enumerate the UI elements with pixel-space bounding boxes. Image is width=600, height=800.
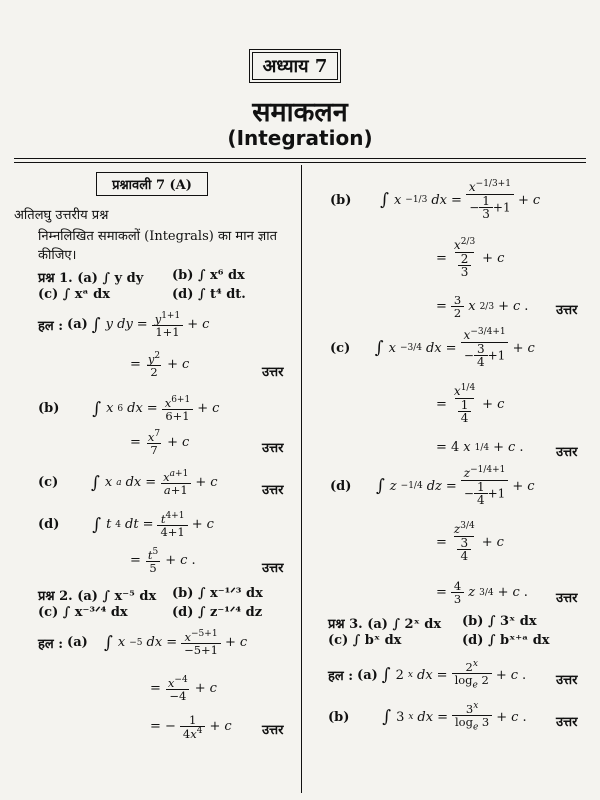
q1-a: ∫ y dy: [102, 271, 144, 286]
q2d-solution-line3: = $\frac{4}{3}$ z 3/4 + c .: [436, 579, 528, 607]
q3-d: ∫ bˣ⁺ᵃ dx: [487, 633, 550, 648]
column-divider: [301, 165, 302, 793]
q1b-solution-line2: = $\frac{x^7}{7}$ + c: [130, 429, 190, 457]
answer-mark: उत्तर: [262, 483, 284, 498]
q1c-solution: (c) ∫ x a dx = $\frac{x^{a+1}}{a+1}$ + c: [38, 469, 218, 497]
q1b-solution-line1: (b) ∫ x 6 dx = $\frac{x^{6+1}}{6+1}$ + c: [38, 395, 220, 423]
answer-mark: उत्तर: [262, 561, 284, 576]
q3-c: ∫ bˣ dx: [352, 633, 402, 648]
exercise-label: प्रश्नावली 7 (A): [112, 178, 192, 193]
q2-parts-row2: (c) ∫ x⁻³ᐟ⁴ dx: [38, 605, 128, 620]
q3b-solution: (b) ∫ 3 x dx = $\frac{3^x}{\log_e 3}$ + c .: [328, 701, 527, 733]
q3-label: प्रश्न 3.: [328, 617, 363, 632]
q1-b: ∫ x⁶ dx: [197, 268, 245, 283]
q1d-solution-line2: = $\frac{t^5}{5}$ + c .: [130, 547, 196, 575]
q3-parts-row2b: (d) ∫ bˣ⁺ᵃ dx: [462, 633, 550, 648]
chapter-title-hindi: समाकलन: [252, 97, 348, 128]
q1a-solution-line2: = $\frac{y^2}{2}$ + c: [130, 351, 190, 379]
q3-parts-row1b: (b) ∫ 3ˣ dx: [462, 614, 537, 629]
answer-mark: उत्तर: [262, 365, 284, 380]
answer-mark: उत्तर: [556, 673, 578, 688]
q2c-solution-line2: = $\frac{x^{1/4}}{\frac{1}{4}}$ + c: [436, 383, 505, 426]
q2b-solution-line2: = $\frac{x^{2/3}}{\frac{2}{3}}$ + c: [436, 237, 505, 280]
answer-mark: उत्तर: [556, 303, 578, 318]
answer-mark: उत्तर: [556, 445, 578, 460]
q3-parts-row2: (c) ∫ bˣ dx: [328, 633, 402, 648]
q2c-solution-line1: (c) ∫ x −3/4 dx = $x^{-3/4+1}$ − $\frac{3}{4}$ +1 + c: [330, 327, 535, 370]
q3-parts-row1: प्रश्न 3. (a) ∫ 2ˣ dx: [328, 617, 442, 632]
exercise-box: [96, 172, 208, 196]
q3-a: ∫ 2ˣ dx: [392, 617, 442, 632]
answer-mark: उत्तर: [262, 723, 284, 738]
q2-b: ∫ x⁻¹ᐟ³ dx: [197, 586, 263, 601]
answer-mark: उत्तर: [556, 591, 578, 606]
q1-parts-row1: प्रश्न 1. (a) ∫ y dy: [38, 271, 144, 286]
chapter-title-english: (Integration): [227, 126, 373, 150]
q1-parts-row1b: (b) ∫ x⁶ dx: [172, 268, 245, 283]
chapter-badge: [252, 52, 338, 80]
q2a-solution-line2: = $\frac{x^{-4}}{-4}$ + c: [150, 675, 217, 703]
q2-d: ∫ z⁻¹ᐟ⁴ dz: [197, 605, 263, 620]
q2d-solution-line1: (d) ∫ z −1/4 dz = $z^{-1/4+1}$ − $\frac{1}{4}$ +1 + c: [330, 465, 535, 508]
q2-parts-row2b: (d) ∫ z⁻¹ᐟ⁴ dz: [172, 605, 263, 620]
q2-c: ∫ x⁻³ᐟ⁴ dx: [62, 605, 128, 620]
q3-b: ∫ 3ˣ dx: [487, 614, 537, 629]
q1-label: प्रश्न 1.: [38, 271, 73, 286]
answer-mark: उत्तर: [556, 715, 578, 730]
q2a-solution-line1: हल : (a) ∫ x −5 dx = $\frac{x^{-5+1}}{-5+1}$ + c: [38, 629, 248, 657]
q1a-solution-line1: हल : (a) ∫ y dy = $\frac{y^{1+1}}{1+1}$ + c: [38, 311, 210, 339]
q2b-solution-line3: = $\frac{3}{2}$ x 2/3 + c .: [436, 293, 529, 321]
sol-label: हल :: [38, 318, 64, 334]
q2b-solution-line1: (b) ∫ x −1/3 dx = $x^{-1/3+1}$ − $\frac{1}{3}$ +1 + c: [330, 179, 541, 222]
q1-d: ∫ t⁴ dt.: [197, 287, 246, 302]
q1d-solution-line1: (d) ∫ t 4 dt = $\frac{t^{4+1}}{4+1}$ + c: [38, 511, 214, 539]
header-rule-bottom: [14, 162, 586, 163]
q3a-solution: हल : (a) ∫ 2 x dx = $\frac{2^x}{\log_e 2}$ + c .: [328, 659, 527, 691]
q2-parts-row1b: (b) ∫ x⁻¹ᐟ³ dx: [172, 586, 263, 601]
instruction-text: निम्नलिखित समाकलों (Integrals) का मान ज्ञात कीजिए।: [38, 229, 278, 263]
q2d-solution-line2: = $\frac{z^{3/4}}{\frac{3}{4}}$ + c: [436, 521, 504, 564]
q2a-solution-line3: = − $\frac{1}{4x^4}$ + c: [150, 713, 232, 741]
q1-parts-row2: (c) ∫ xᵃ dx: [38, 287, 110, 302]
q2c-solution-line3: = 4 x 1/4 + c .: [436, 440, 524, 455]
chapter-label: अध्याय 7: [262, 56, 328, 77]
section-heading: अतिलघु उत्तरीय प्रश्न: [14, 208, 109, 223]
answer-mark: उत्तर: [262, 441, 284, 456]
q1-parts-row2b: (d) ∫ t⁴ dt.: [172, 287, 246, 302]
header-rule-top: [14, 158, 586, 159]
q1-c: ∫ xᵃ dx: [62, 287, 110, 302]
q2-a: ∫ x⁻⁵ dx: [102, 589, 157, 604]
q2-parts-row1: प्रश्न 2. (a) ∫ x⁻⁵ dx: [38, 589, 157, 604]
q2-label: प्रश्न 2.: [38, 589, 73, 604]
